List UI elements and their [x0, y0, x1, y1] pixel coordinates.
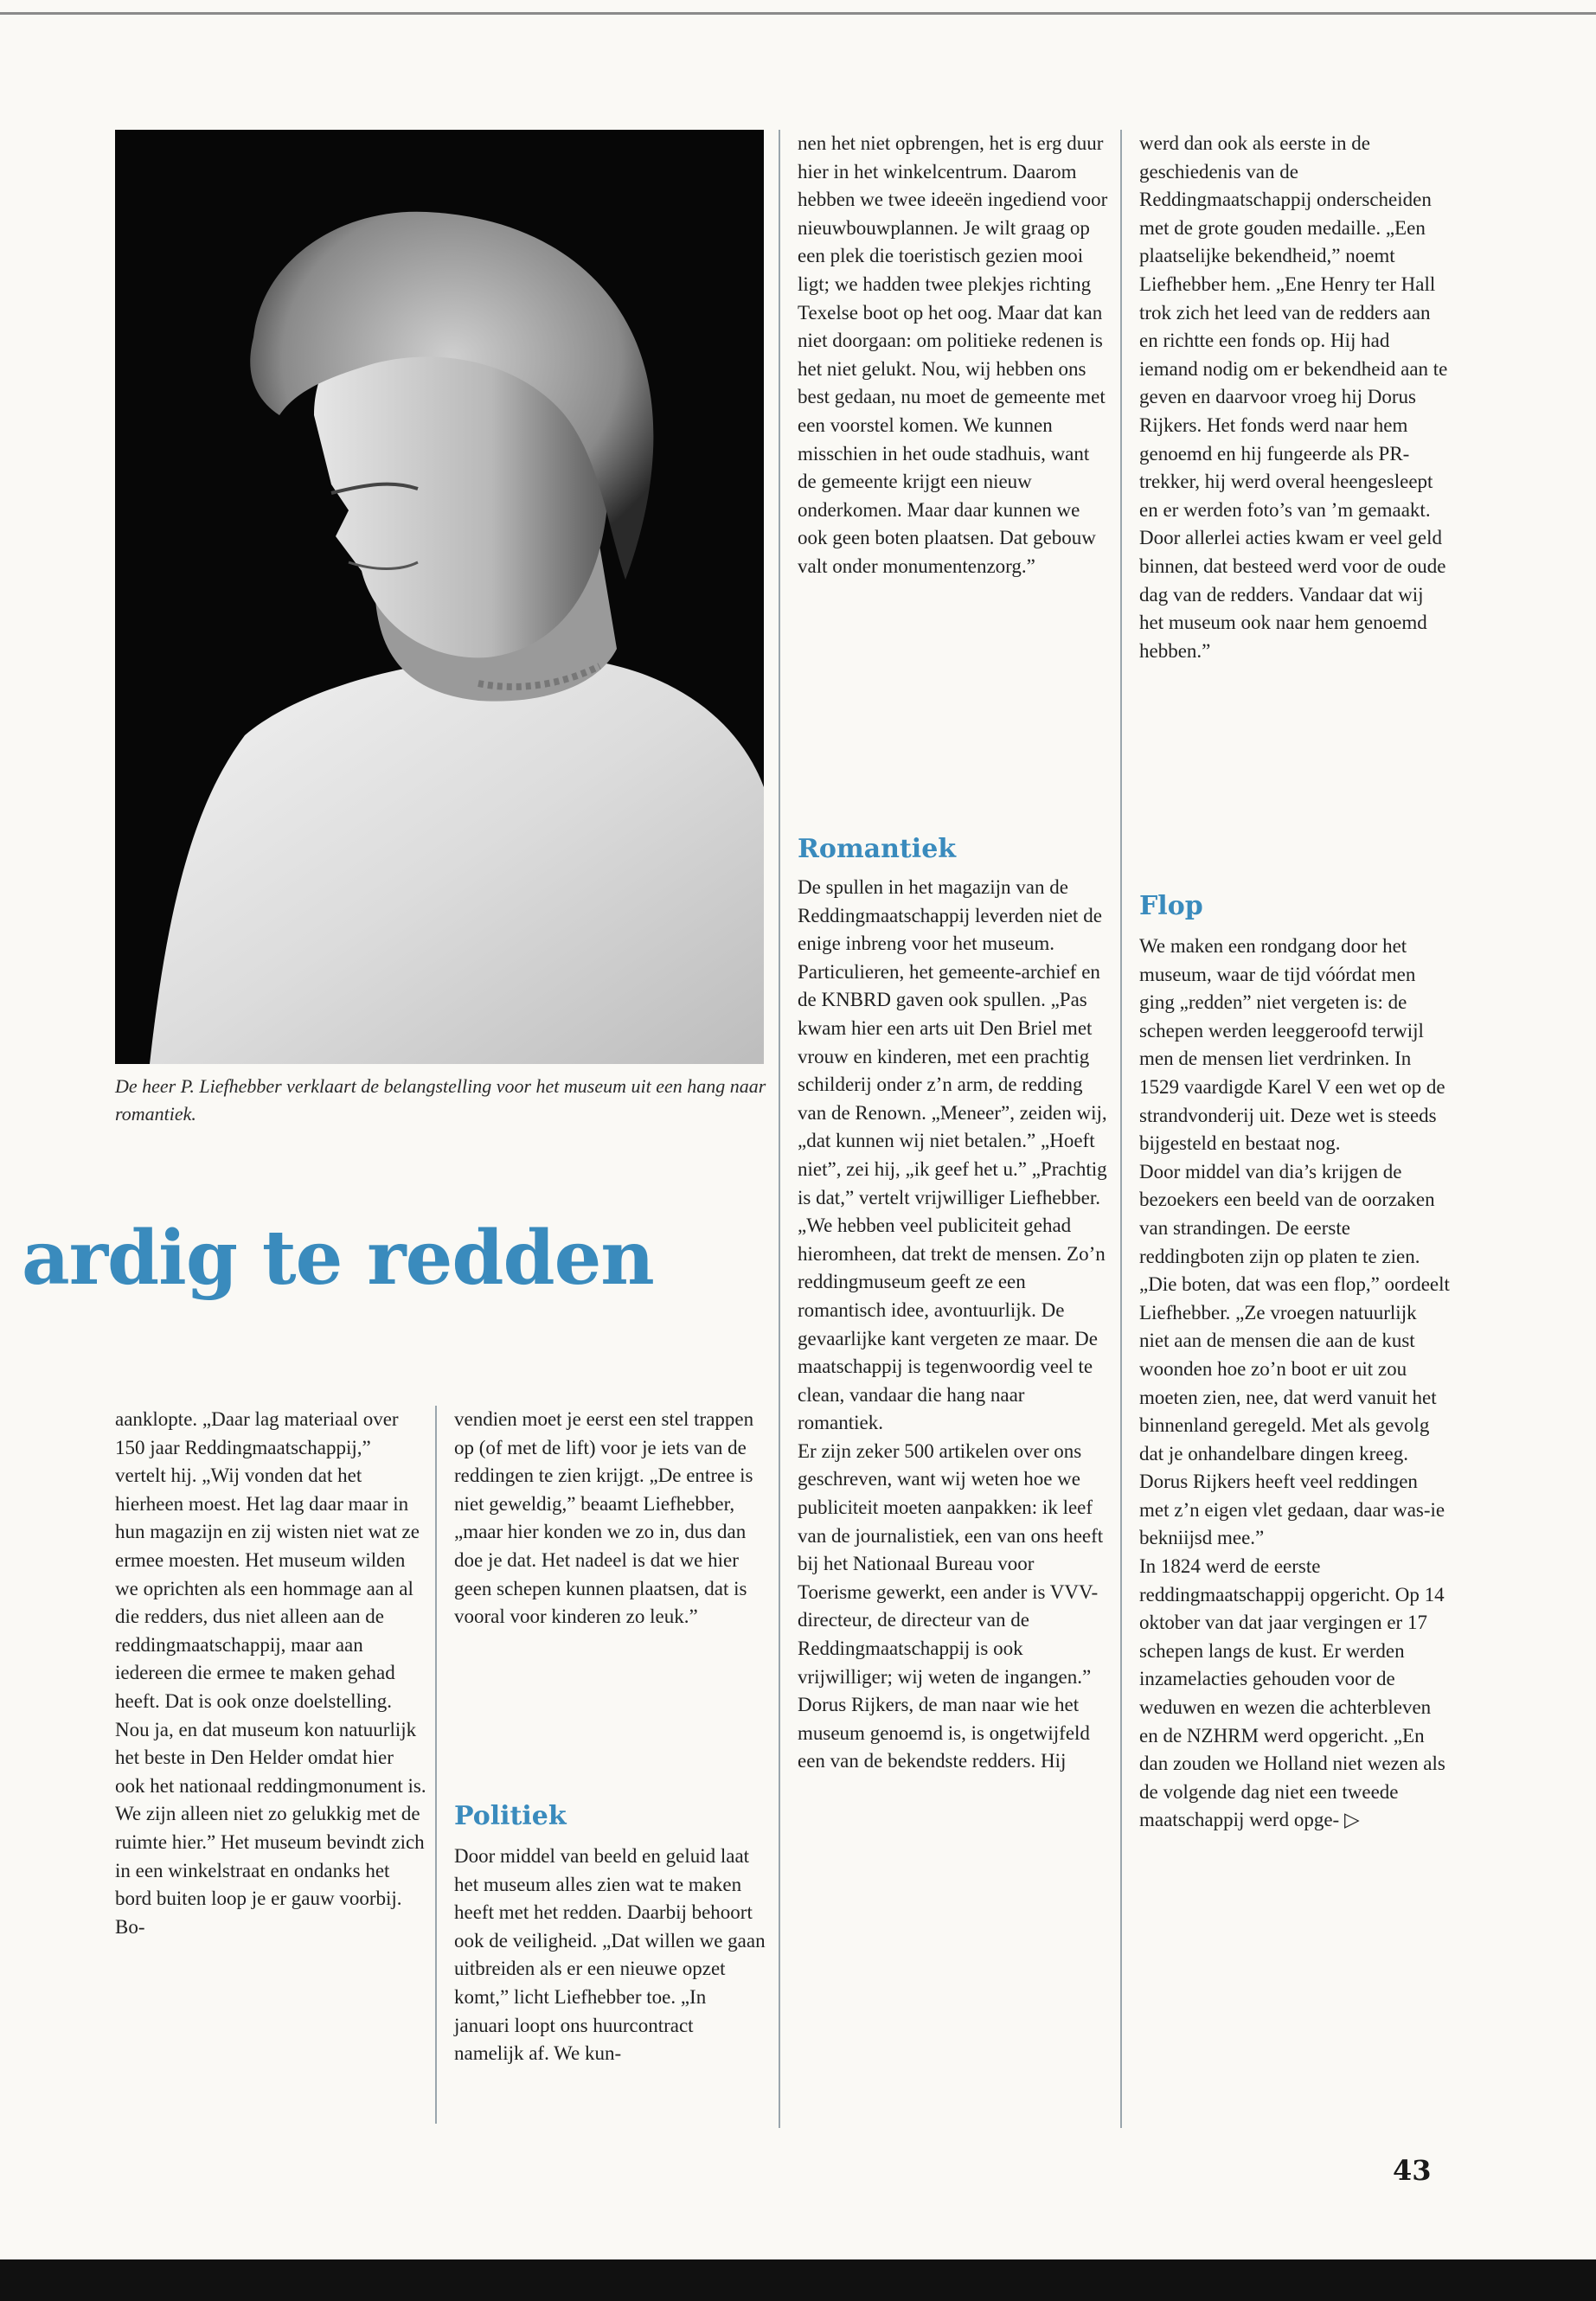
column-2b-text: Door middel van beeld en geluid laat het museum alles zien wat te maken heeft met het redden. Daarbij behoort ook de veiligheid. „Dat willen we gaan uitbreiden als er een nieuwe opzet komt,” licht Liefhebber toe. „In januari loopt ons huurcontract namelijk af. We kun- — [454, 1845, 766, 2065]
bottom-bar — [0, 2259, 1596, 2301]
portrait-illustration — [115, 130, 764, 1064]
column-3-text: nen het niet opbrengen, het is erg duur hier in het winkelcentrum. Daarom hebben we twee ideeën ingediend voor nieuwbouwplannen. Je wilt graag op een plek die toeristisch gezien mooi ligt; we hadden twee plekjes richting Texelse boot op het oog. Maar dat kan niet doorgaan: om politieke redenen is het niet gelukt. Nou, wij hebben ons best gedaan, nu moet de gemeente met een voorstel komen. We kunnen misschien in het oude stadhuis, want de gemeente krijgt een nieuw onderkomen. Maar daar kunnen we ook geen boten plaatsen. Dat gebouw valt onder monumentenzorg.” — [798, 132, 1108, 577]
column-4-text: werd dan ook als eerste in de geschiedenis van de Reddingmaatschappij onderscheiden met de grote gouden medaille. „Een plaatselijke bekendheid,” noemt Liefhebber hem. „Ene Henry ter Hall trok zich het leed van de redders aan en richtte een fonds op. Hij had iemand nodig om er bekendheid aan te geven en daarvoor vroeg hij Dorus Rijkers. Het fonds werd naar hem genoemd en hij fungeerde als PR-trekker, hij werd overal heengesleept en er werden foto’s van ’m gemaakt. Door allerlei acties kwam er veel geld binnen, dat besteed werd voor de oude dag van de redders. Vandaar dat wij het museum ook naar hem genoemd hebben.” — [1139, 132, 1448, 662]
portrait-photo — [115, 130, 764, 1064]
page-number: 43 — [1393, 2154, 1432, 2187]
top-rule — [0, 12, 1596, 15]
column-1-text: aanklopte. „Daar lag materiaal over 150 jaar Reddingmaatschappij,” vertelt hij. „Wij vonden dat het hierheen moest. Het lag daar maar in hun magazijn en zij wisten niet wat ze ermee moesten. Het museum wilden we oprichten als een hommage aan al die redders, dus niet alleen aan de reddingmaatschappij, maar aan iedereen die ermee te maken gehad heeft. Dat is ook onze doelstelling. Nou ja, en dat museum kon natuurlijk het beste in Den Helder omdat hier ook het nationaal reddingmonument is. We zijn alleen niet zo gelukkig met de ruimte hier.” Het museum bevindt zich in een winkelstraat en ondanks het bord buiten loop je er gauw voorbij. Bo- — [115, 1408, 426, 1938]
column-divider-2 — [779, 130, 780, 2128]
column-3b-text: De spullen in het magazijn van de Reddingmaatschappij leverden niet de enige inbreng voor het museum. Particulieren, het gemeente-archief en de KNBRD gaven ook spullen. „Pas kwam hier een arts uit Den Briel met vrouw en kinderen, met een prachtig schilderij onder z’n arm, de redding van de Renown. „Meneer”, zeiden wij, „dat kunnen wij niet betalen.” „Hoeft niet”, zei hij, „ik geef het u.” „Prachtig is dat,” vertelt vrijwilliger Liefhebber. „We hebben veel publiciteit gehad hieromheen, dat trekt de mensen. Zo’n reddingmuseum geeft ze een romantisch idee, avontuurlijk. De gevaarlijke kant vergeten ze maar. De maatschappij is tegenwoordig veel te clean, vandaar die hang naar romantiek. Er zijn zeker 500 artikelen over ons geschreven, want wij weten hoe we publiciteit moeten aanpakken: ik leef van de journalistiek, een van ons heeft bij het Nationaal Bureau voor Toerisme gewerkt, een ander is VVV-directeur, de directeur van de Reddingmaatschappij is ook vrijwilliger; wij weten de ingangen.” Dorus Rijkers, de man naar wie het museum genoemd is, is ongetwijfeld een van de bekendste redders. Hij — [798, 876, 1107, 1772]
photo-caption: De heer P. Liefhebber verklaart de belangstelling voor het museum uit een hang naar romantiek. — [115, 1075, 766, 1125]
subhead-flop: Flop — [1139, 891, 1203, 921]
column-2-text: vendien moet je eerst een stel trappen op (of met de lift) voor je iets van de reddingen te zien krijgt. „De entree is niet geweldig,” beaamt Liefhebber, „maar hier konden we zo in, dus dan doe je dat. Het nadeel is dat we hier geen schepen kunnen plaatsen, dat is vooral voor kinderen zo leuk.” — [454, 1408, 754, 1628]
article-headline: ardig te redden — [22, 1215, 654, 1302]
column-4b-text: We maken een rondgang door het museum, waar de tijd vóórdat men ging „redden” niet vergeten is: de schepen werden leeggeroofd terwijl men de mensen liet verdrinken. In 1529 vaardigde Karel V een wet op de strandvonderij uit. Deze wet is steeds bijgesteld en bestaat nog. Door middel van dia’s krijgen de bezoekers een beeld van de oorzaken van strandingen. De eerste reddingboten zijn op platen te zien. „Die boten, dat was een flop,” oordeelt Liefhebber. „Ze vroegen natuurlijk niet aan de mensen die aan de kust woonden hoe zo’n boot er uit zou moeten zien, nee, dat werd vanuit het binnenland geregeld. Met als gevolg dat je onhandelbare dingen kreeg. Dorus Rijkers heeft veel reddingen met z’n eigen vlet gedaan, daar was-ie bekniĳsd mee.” In 1824 werd de eerste reddingmaatschappij opgericht. Op 14 oktober van dat jaar vergingen er 17 schepen langs de kust. Er werden inzamelacties gehouden voor de weduwen en wezen die achterbleven en de NZHRM werd opgericht. „En dan zouden we Holland niet wezen als de volgende dag niet een tweede maatschappij werd opge- ▷ — [1139, 935, 1450, 1831]
subhead-politiek: Politiek — [454, 1801, 567, 1831]
column-divider-3 — [1120, 130, 1122, 2128]
column-divider-1 — [435, 1406, 437, 2124]
subhead-romantiek: Romantiek — [798, 834, 957, 864]
